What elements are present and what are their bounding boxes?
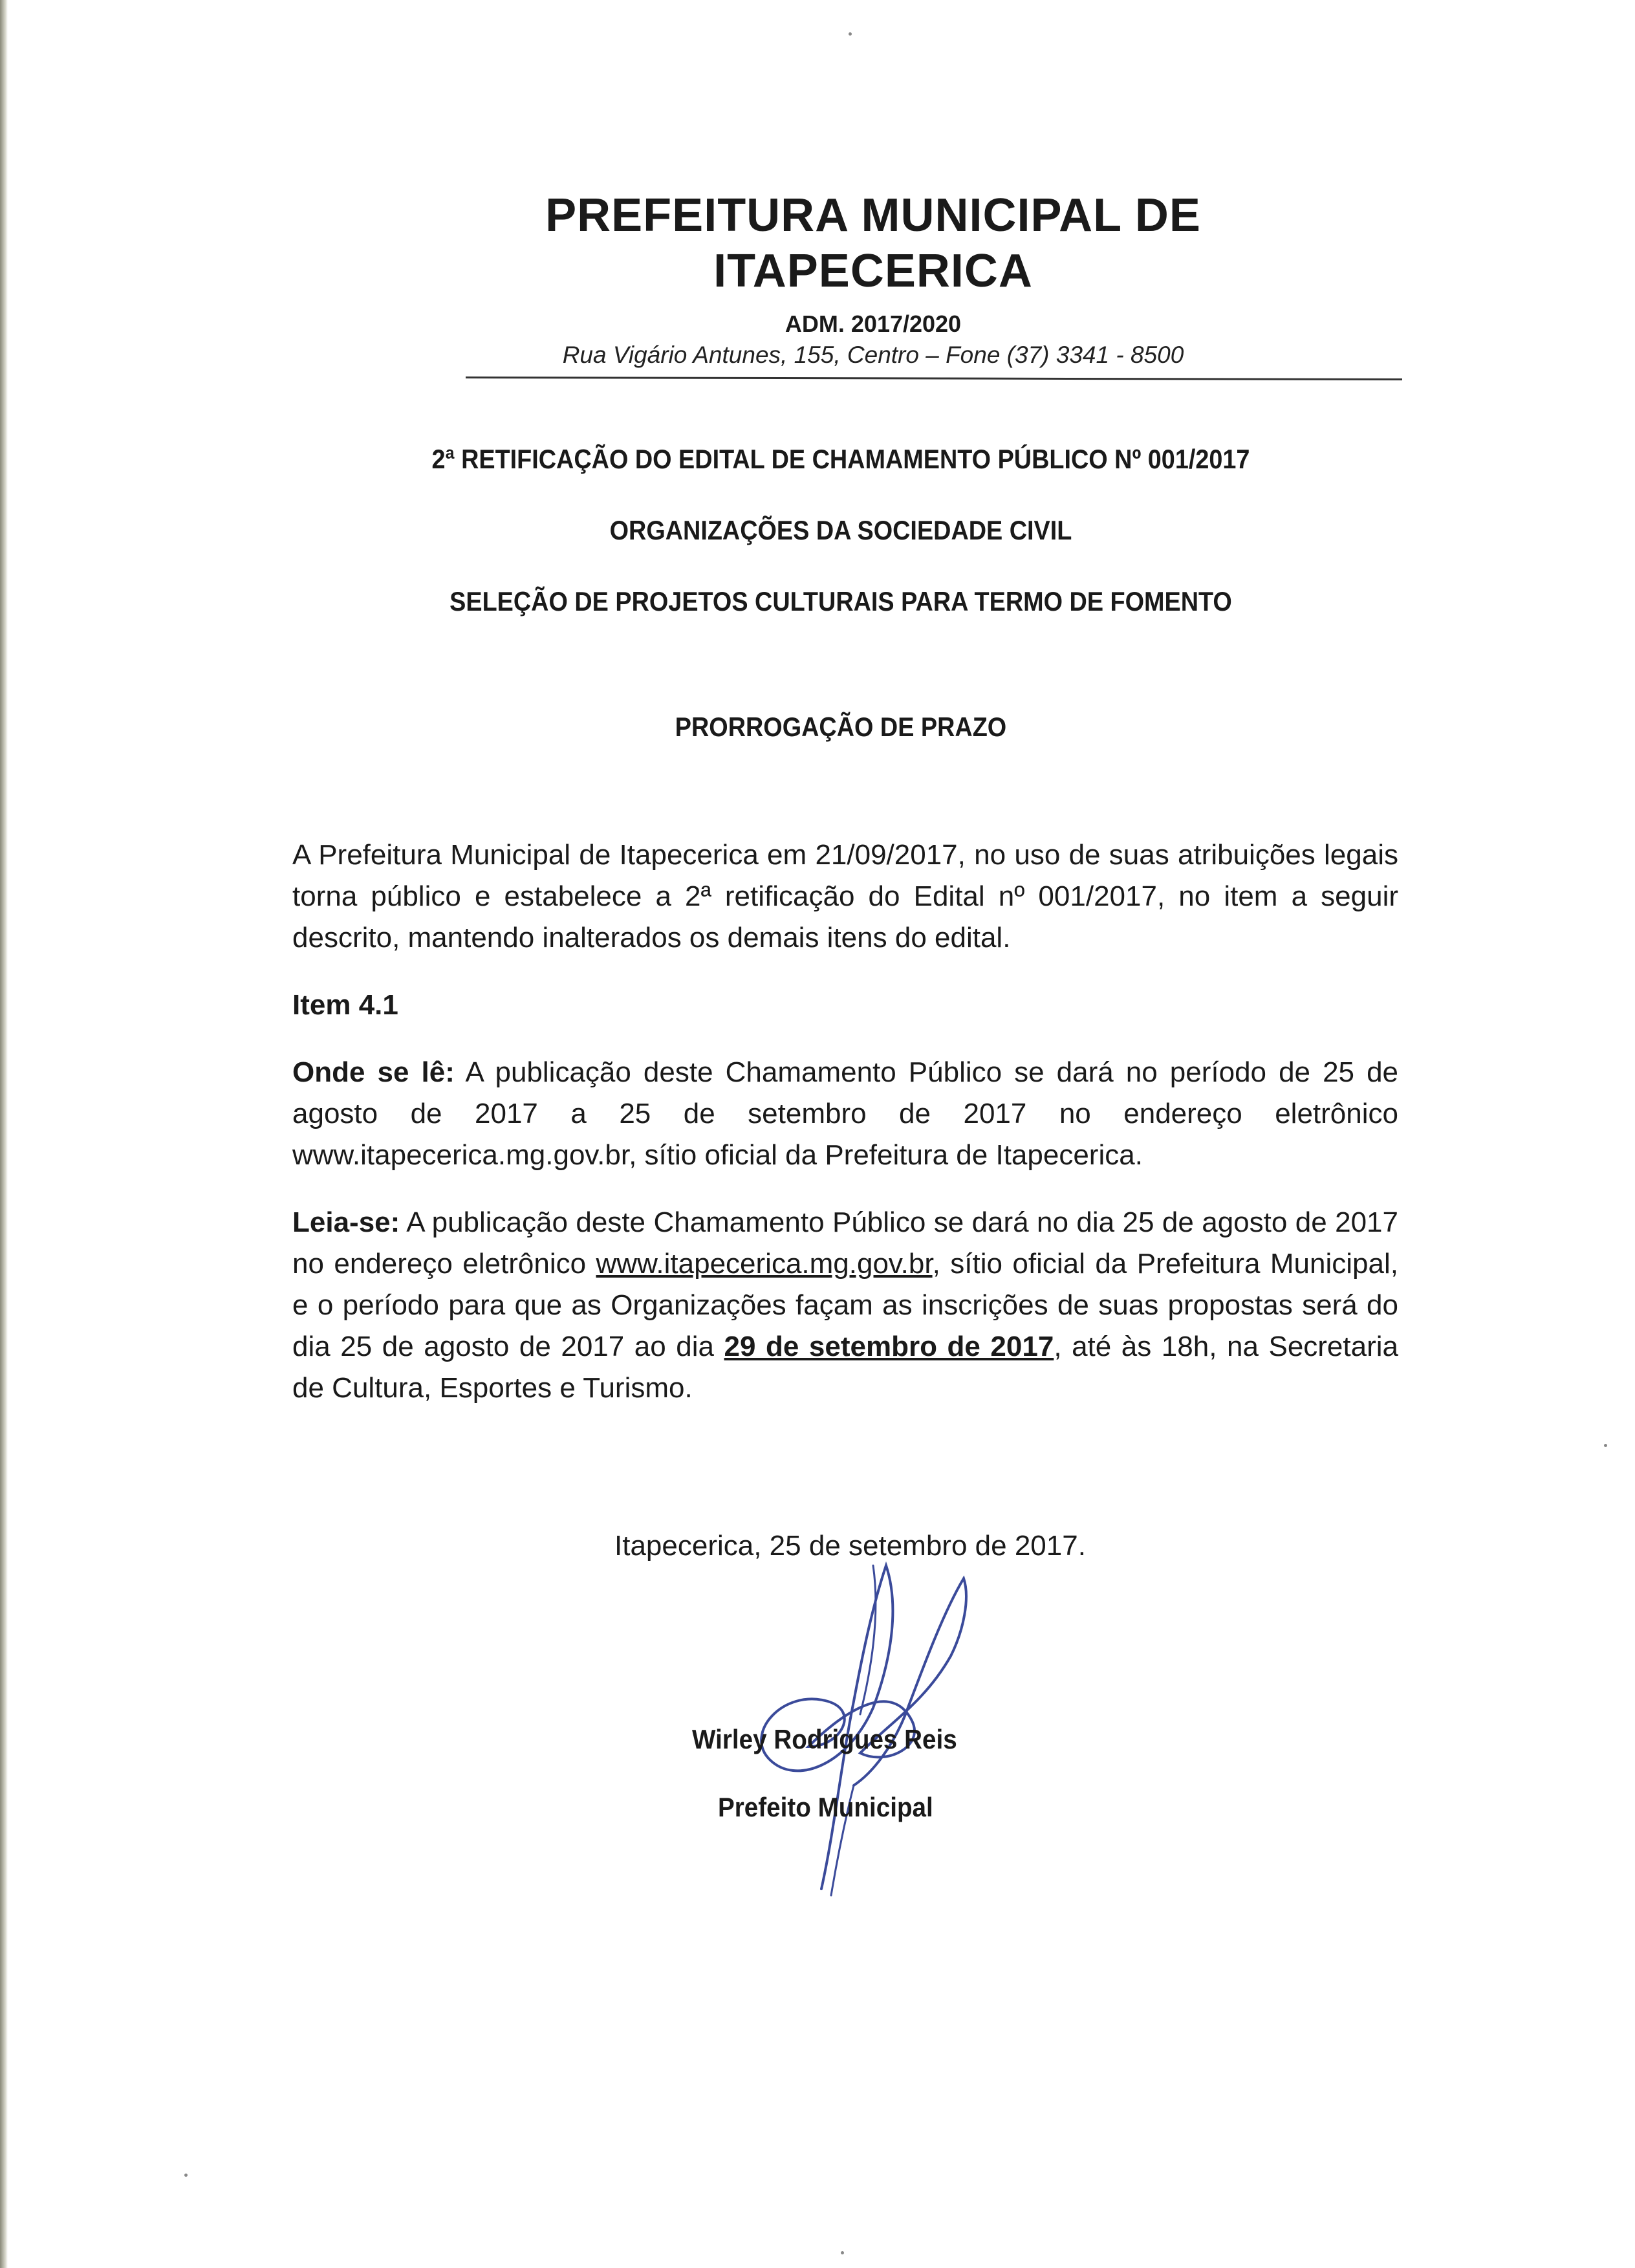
scan-edge (0, 0, 8, 2268)
scan-speck (849, 32, 852, 36)
letterhead (453, 188, 1294, 369)
scan-speck (184, 2174, 188, 2177)
place-date: Itapecerica, 25 de setembro de 2017. (614, 1530, 1086, 1562)
scan-speck (841, 2251, 844, 2254)
letterhead-adm: ADM. 2017/2020 (785, 311, 962, 337)
title-organizacoes: ORGANIZAÇÕES DA SOCIEDADE CIVIL (609, 515, 1072, 545)
item-label: Item 4.1 (292, 989, 398, 1021)
signer-role: Prefeito Municipal (718, 1792, 933, 1822)
intro-paragraph: A Prefeitura Municipal de Itapecerica em 21/09/2017, no uso de suas atribuições legais torna público e estabelece a 2ª retificação do Edital nº 001/2017, no item a seguir descrito, mantendo inalterados os demais itens do edital. (292, 839, 1398, 954)
header-divider (466, 376, 1402, 380)
leia-se-text-2: , sítio oficial da Prefeitura Municipal, e o período para que as Organizações façam as inscrições de suas propostas será do dia 25 de agosto de 2017 ao dia (292, 1248, 1398, 1362)
title-retificacao: 2ª RETIFICAÇÃO DO EDITAL DE CHAMAMENTO PÚBLICO Nº 001/2017 (431, 444, 1250, 474)
onde-se-le-label: Onde se lê: (292, 1056, 455, 1088)
document-body (292, 834, 1398, 1435)
leia-se-text-1: A publicação deste Chamamento Público se dará no dia 25 de agosto de 2017 no endereço eletrônico (292, 1206, 1398, 1280)
signer-name: Wirley Rodrigues Reis (692, 1724, 957, 1754)
onde-se-le-paragraph (292, 1052, 1398, 1176)
title-prorrogacao: PRORROGAÇÃO DE PRAZO (675, 712, 1007, 742)
leia-se-text-3: , até às 18h, na Secretaria de Cultura, Esportes e Turismo. (292, 1331, 1399, 1404)
letterhead-title-line1: PREFEITURA MUNICIPAL DE (545, 190, 1201, 241)
leia-se-paragraph (292, 1202, 1398, 1409)
document-titles (375, 443, 1306, 657)
onde-se-le-text: A publicação deste Chamamento Público se dará no período de 25 de agosto de 2017 a 25 de setembro de 2017 no endereço eletrônico www.itapecerica.mg.gov.br, sítio oficial da Prefeitura de Itapecerica. (292, 1056, 1399, 1171)
letterhead-title-line2: ITAPECERICA (713, 245, 1033, 297)
deadline-date: 29 de setembro de 2017 (724, 1331, 1054, 1362)
letterhead-address: Rua Vigário Antunes, 155, Centro – Fone (37) 3341 - 8500 (562, 342, 1184, 368)
scan-speck (1604, 1444, 1607, 1447)
website-link[interactable]: www.itapecerica.mg.gov.br (596, 1248, 933, 1280)
title-selecao: SELEÇÃO DE PROJETOS CULTURAIS PARA TERMO DE FOMENTO (449, 586, 1232, 616)
leia-se-label: Leia-se: (292, 1206, 400, 1238)
